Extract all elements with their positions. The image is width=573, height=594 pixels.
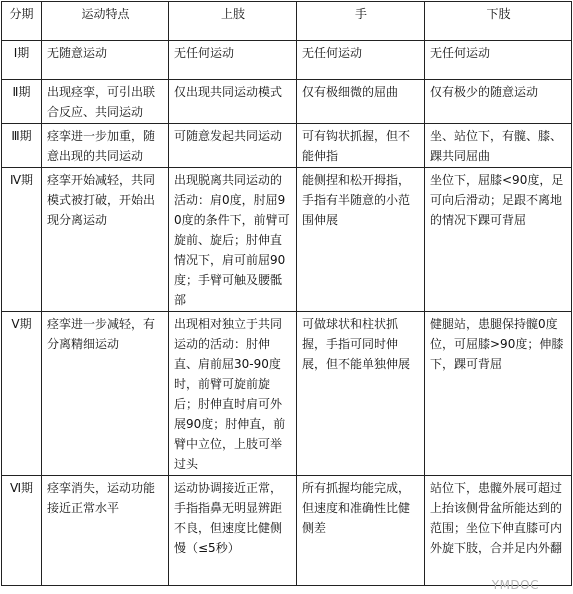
hand-cell: 能侧捏和松开拇指，手指有半随意的小范围伸展 <box>297 168 425 312</box>
table-row <box>2 124 572 168</box>
stage-cell: Ⅲ期 <box>2 124 42 168</box>
stage-cell: Ⅱ期 <box>2 80 42 124</box>
brunnstrom-stage-table <box>1 1 572 586</box>
header-stage: 分期 <box>2 2 42 41</box>
upper-limb-cell: 无任何运动 <box>169 41 297 80</box>
stage-cell: Ⅳ期 <box>2 168 42 312</box>
lower-limb-cell: 坐位下，屈膝<90度，足可向后滑动；足跟不离地的情况下踝可背屈 <box>425 168 572 312</box>
lower-limb-cell: 站位下，患髋外展可超过上抬该侧骨盆所能达到的范围；坐位下伸直膝可内外旋下肢，合并足内外翻 <box>425 476 572 586</box>
table-row <box>2 312 572 476</box>
upper-limb-cell: 可随意发起共同运动 <box>169 124 297 168</box>
header-features: 运动特点 <box>42 2 169 41</box>
table-row <box>2 476 572 586</box>
stage-cell: Ⅵ期 <box>2 476 42 586</box>
watermark: YMDOC <box>491 578 539 592</box>
lower-limb-cell: 无任何运动 <box>425 41 572 80</box>
features-cell: 痉挛进一步加重，随意出现的共同运动 <box>42 124 169 168</box>
stage-cell: Ⅴ期 <box>2 312 42 476</box>
hand-cell: 所有抓握均能完成，但速度和准确性比健侧差 <box>297 476 425 586</box>
table-row <box>2 41 572 80</box>
features-cell: 出现痉挛，可引出联合反应、共同运动 <box>42 80 169 124</box>
header-lower-limb: 下肢 <box>425 2 572 41</box>
table-row <box>2 80 572 124</box>
table-row <box>2 168 572 312</box>
hand-cell: 仅有极细微的屈曲 <box>297 80 425 124</box>
features-cell: 痉挛开始减轻，共同模式被打破，开始出现分离运动 <box>42 168 169 312</box>
upper-limb-cell: 运动协调接近正常，手指指鼻无明显辨距不良，但速度比健侧慢（≤5秒） <box>169 476 297 586</box>
header-upper-limb: 上肢 <box>169 2 297 41</box>
lower-limb-cell: 坐、站位下，有髋、膝、踝共同屈曲 <box>425 124 572 168</box>
header-row <box>2 2 572 41</box>
features-cell: 痉挛消失，运动功能接近正常水平 <box>42 476 169 586</box>
features-cell: 痉挛进一步减轻，有分离精细运动 <box>42 312 169 476</box>
lower-limb-cell: 健腿站，患腿保持髋0度位，可屈膝>90度；伸膝下，踝可背屈 <box>425 312 572 476</box>
hand-cell: 可做球状和柱状抓握，手指可同时伸展，但不能单独伸展 <box>297 312 425 476</box>
upper-limb-cell: 仅出现共同运动模式 <box>169 80 297 124</box>
header-hand: 手 <box>297 2 425 41</box>
upper-limb-cell: 出现相对独立于共同运动的活动：肘伸直、肩前屈30-90度时，前臂可旋前旋后；肘伸直时肩可外展90度；肘伸直，前臂中立位，上肢可举过头 <box>169 312 297 476</box>
upper-limb-cell: 出现脱离共同运动的活动：肩0度，肘屈90度的条件下，前臂可旋前、旋后；肘伸直情况下，肩可前屈90度；手臂可触及腰骶部 <box>169 168 297 312</box>
stage-cell: Ⅰ期 <box>2 41 42 80</box>
lower-limb-cell: 仅有极少的随意运动 <box>425 80 572 124</box>
hand-cell: 可有钩状抓握，但不能伸指 <box>297 124 425 168</box>
features-cell: 无随意运动 <box>42 41 169 80</box>
hand-cell: 无任何运动 <box>297 41 425 80</box>
